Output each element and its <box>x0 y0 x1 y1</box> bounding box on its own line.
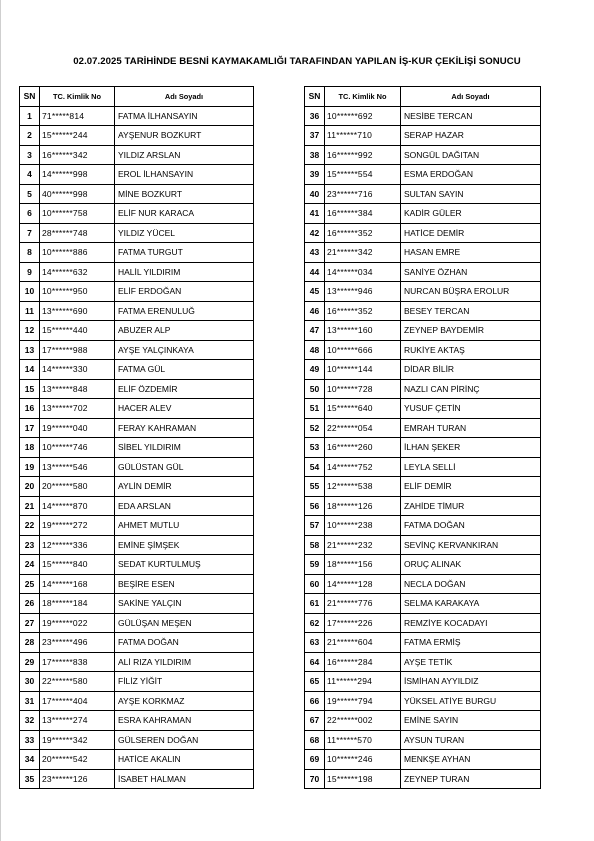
table-row <box>305 711 541 731</box>
name-cell: FATMA ERENULUĞ <box>115 301 254 321</box>
name-cell: ABUZER ALP <box>115 321 254 341</box>
table-row <box>20 457 254 477</box>
sn-cell: 19 <box>20 457 40 477</box>
name-cell: YILDIZ YÜCEL <box>115 223 254 243</box>
tc-number-cell: 19******040 <box>40 418 115 438</box>
tc-number-cell: 17******838 <box>40 652 115 672</box>
name-cell: EMİNE ŞİMŞEK <box>115 535 254 555</box>
results-table-right <box>304 86 541 789</box>
table-row <box>20 730 254 750</box>
table-row <box>20 633 254 653</box>
sn-cell: 14 <box>20 360 40 380</box>
table-row <box>305 574 541 594</box>
table-row <box>305 340 541 360</box>
sn-cell: 2 <box>20 126 40 146</box>
name-cell: FERAY KAHRAMAN <box>115 418 254 438</box>
table-row <box>305 126 541 146</box>
sn-cell: 69 <box>305 750 325 770</box>
sn-cell: 12 <box>20 321 40 341</box>
name-cell: İSMİHAN AYYILDIZ <box>401 672 541 692</box>
tc-number-cell: 10******238 <box>325 516 401 536</box>
name-cell: AYŞENUR BOZKURT <box>115 126 254 146</box>
sn-cell: 54 <box>305 457 325 477</box>
name-cell: NESİBE TERCAN <box>401 106 541 126</box>
name-cell: LEYLA SELLİ <box>401 457 541 477</box>
sn-cell: 49 <box>305 360 325 380</box>
name-cell: SELMA KARAKAYA <box>401 594 541 614</box>
sn-cell: 62 <box>305 613 325 633</box>
name-cell: GÜLÜSTAN GÜL <box>115 457 254 477</box>
sn-cell: 20 <box>20 477 40 497</box>
table-row <box>305 321 541 341</box>
tc-number-cell: 14******168 <box>40 574 115 594</box>
tc-number-cell: 14******034 <box>325 262 401 282</box>
sn-cell: 16 <box>20 399 40 419</box>
sn-cell: 8 <box>20 243 40 263</box>
tc-number-cell: 40******998 <box>40 184 115 204</box>
tc-number-cell: 22******054 <box>325 418 401 438</box>
sn-cell: 34 <box>20 750 40 770</box>
table-row <box>20 262 254 282</box>
name-cell: NAZLI CAN PİRİNÇ <box>401 379 541 399</box>
tc-number-cell: 10******950 <box>40 282 115 302</box>
name-cell: ZEYNEP BAYDEMİR <box>401 321 541 341</box>
name-cell: HATİCE DEMİR <box>401 223 541 243</box>
table-row <box>20 204 254 224</box>
table-row <box>305 204 541 224</box>
sn-cell: 23 <box>20 535 40 555</box>
name-cell: EROL İLHANSAYIN <box>115 165 254 185</box>
tc-number-cell: 23******496 <box>40 633 115 653</box>
sn-cell: 5 <box>20 184 40 204</box>
name-cell: SONGÜL DAĞITAN <box>401 145 541 165</box>
tc-number-cell: 14******632 <box>40 262 115 282</box>
tc-number-cell: 21******604 <box>325 633 401 653</box>
name-cell: ELİF NUR KARACA <box>115 204 254 224</box>
table-row <box>20 126 254 146</box>
table-row <box>305 613 541 633</box>
table-row <box>20 184 254 204</box>
table-row <box>305 633 541 653</box>
sn-cell: 33 <box>20 730 40 750</box>
tc-number-cell: 15******440 <box>40 321 115 341</box>
table-row <box>305 691 541 711</box>
name-cell: NURCAN BÜŞRA EROLUR <box>401 282 541 302</box>
name-cell: ESRA KAHRAMAN <box>115 711 254 731</box>
sn-cell: 38 <box>305 145 325 165</box>
sn-cell: 65 <box>305 672 325 692</box>
sn-cell: 57 <box>305 516 325 536</box>
tc-number-cell: 10******746 <box>40 438 115 458</box>
sn-cell: 28 <box>20 633 40 653</box>
sn-cell: 45 <box>305 282 325 302</box>
sn-cell: 44 <box>305 262 325 282</box>
tc-number-cell: 23******126 <box>40 769 115 789</box>
tc-number-cell: 15******198 <box>325 769 401 789</box>
name-cell: BESEY TERCAN <box>401 301 541 321</box>
header-name: Adı Soyadı <box>115 87 254 107</box>
name-cell: MİNE BOZKURT <box>115 184 254 204</box>
name-cell: FATMA İLHANSAYIN <box>115 106 254 126</box>
tc-number-cell: 22******580 <box>40 672 115 692</box>
name-cell: HATİCE AKALIN <box>115 750 254 770</box>
name-cell: AHMET MUTLU <box>115 516 254 536</box>
tc-number-cell: 17******988 <box>40 340 115 360</box>
tc-number-cell: 19******022 <box>40 613 115 633</box>
name-cell: AYŞE TETİK <box>401 652 541 672</box>
table-row <box>20 769 254 789</box>
sn-cell: 24 <box>20 555 40 575</box>
sn-cell: 29 <box>20 652 40 672</box>
table-row <box>305 282 541 302</box>
table-row <box>305 243 541 263</box>
table-row <box>305 399 541 419</box>
name-cell: SAKİNE YALÇIN <box>115 594 254 614</box>
table-row <box>305 106 541 126</box>
sn-cell: 63 <box>305 633 325 653</box>
table-row <box>20 691 254 711</box>
name-cell: KADİR GÜLER <box>401 204 541 224</box>
header-sn: SN <box>20 87 40 107</box>
sn-cell: 26 <box>20 594 40 614</box>
table-row <box>20 399 254 419</box>
sn-cell: 18 <box>20 438 40 458</box>
tc-number-cell: 13******274 <box>40 711 115 731</box>
name-cell: ORUÇ ALINAK <box>401 555 541 575</box>
name-cell: DİDAR BİLİR <box>401 360 541 380</box>
tc-number-cell: 12******538 <box>325 477 401 497</box>
name-cell: FİLİZ YİĞİT <box>115 672 254 692</box>
table-row <box>305 457 541 477</box>
table-row <box>305 379 541 399</box>
name-cell: GÜLÜŞAN MEŞEN <box>115 613 254 633</box>
sn-cell: 35 <box>20 769 40 789</box>
name-cell: ELİF ÖZDEMİR <box>115 379 254 399</box>
name-cell: FATMA DOĞAN <box>115 633 254 653</box>
page-edge <box>0 0 1 841</box>
tc-number-cell: 19******272 <box>40 516 115 536</box>
tc-number-cell: 13******690 <box>40 301 115 321</box>
name-cell: ZEYNEP TURAN <box>401 769 541 789</box>
table-row <box>20 438 254 458</box>
table-row <box>20 418 254 438</box>
sn-cell: 11 <box>20 301 40 321</box>
sn-cell: 40 <box>305 184 325 204</box>
table-row <box>20 282 254 302</box>
results-table-left <box>19 86 254 789</box>
table-row <box>20 516 254 536</box>
table-row <box>20 360 254 380</box>
sn-cell: 59 <box>305 555 325 575</box>
tc-number-cell: 23******716 <box>325 184 401 204</box>
table-row <box>305 438 541 458</box>
sn-cell: 46 <box>305 301 325 321</box>
table-row <box>305 360 541 380</box>
tc-number-cell: 11******294 <box>325 672 401 692</box>
table-header-row <box>305 87 541 107</box>
table-row <box>20 321 254 341</box>
sn-cell: 51 <box>305 399 325 419</box>
table-row <box>20 711 254 731</box>
sn-cell: 53 <box>305 438 325 458</box>
tc-number-cell: 10******666 <box>325 340 401 360</box>
table-row <box>20 594 254 614</box>
sn-cell: 15 <box>20 379 40 399</box>
sn-cell: 43 <box>305 243 325 263</box>
table-row <box>305 145 541 165</box>
name-cell: SİBEL YILDIRIM <box>115 438 254 458</box>
sn-cell: 55 <box>305 477 325 497</box>
sn-cell: 60 <box>305 574 325 594</box>
tc-number-cell: 15******554 <box>325 165 401 185</box>
table-row <box>305 594 541 614</box>
sn-cell: 36 <box>305 106 325 126</box>
sn-cell: 61 <box>305 594 325 614</box>
sn-cell: 21 <box>20 496 40 516</box>
sn-cell: 7 <box>20 223 40 243</box>
table-row <box>20 106 254 126</box>
tc-number-cell: 19******794 <box>325 691 401 711</box>
tc-number-cell: 10******246 <box>325 750 401 770</box>
name-cell: ESMA ERDOĞAN <box>401 165 541 185</box>
tc-number-cell: 13******848 <box>40 379 115 399</box>
tc-number-cell: 15******840 <box>40 555 115 575</box>
tc-number-cell: 18******184 <box>40 594 115 614</box>
table-row <box>20 340 254 360</box>
tc-number-cell: 14******330 <box>40 360 115 380</box>
table-row <box>20 574 254 594</box>
sn-cell: 30 <box>20 672 40 692</box>
name-cell: EDA ARSLAN <box>115 496 254 516</box>
name-cell: YUSUF ÇETİN <box>401 399 541 419</box>
tc-number-cell: 13******702 <box>40 399 115 419</box>
table-row <box>20 379 254 399</box>
sn-cell: 37 <box>305 126 325 146</box>
table-row <box>305 223 541 243</box>
tc-number-cell: 20******542 <box>40 750 115 770</box>
tc-number-cell: 16******284 <box>325 652 401 672</box>
name-cell: AYSUN TURAN <box>401 730 541 750</box>
table-row <box>20 555 254 575</box>
tc-number-cell: 21******776 <box>325 594 401 614</box>
sn-cell: 48 <box>305 340 325 360</box>
tc-number-cell: 17******404 <box>40 691 115 711</box>
tc-number-cell: 19******342 <box>40 730 115 750</box>
table-row <box>305 477 541 497</box>
sn-cell: 68 <box>305 730 325 750</box>
table-row <box>20 672 254 692</box>
table-row <box>305 165 541 185</box>
name-cell: HALİL YILDIRIM <box>115 262 254 282</box>
table-row <box>305 750 541 770</box>
table-header-row <box>20 87 254 107</box>
table-row <box>305 555 541 575</box>
table-row <box>20 223 254 243</box>
table-row <box>20 750 254 770</box>
tc-number-cell: 16******352 <box>325 301 401 321</box>
header-sn: SN <box>305 87 325 107</box>
sn-cell: 41 <box>305 204 325 224</box>
sn-cell: 58 <box>305 535 325 555</box>
tc-number-cell: 22******002 <box>325 711 401 731</box>
table-row <box>305 262 541 282</box>
table-row <box>305 769 541 789</box>
sn-cell: 6 <box>20 204 40 224</box>
sn-cell: 10 <box>20 282 40 302</box>
tc-number-cell: 14******870 <box>40 496 115 516</box>
name-cell: FATMA DOĞAN <box>401 516 541 536</box>
name-cell: SULTAN SAYIN <box>401 184 541 204</box>
name-cell: NECLA DOĞAN <box>401 574 541 594</box>
sn-cell: 56 <box>305 496 325 516</box>
tc-number-cell: 20******580 <box>40 477 115 497</box>
sn-cell: 17 <box>20 418 40 438</box>
table-row <box>305 516 541 536</box>
tc-number-cell: 16******352 <box>325 223 401 243</box>
sn-cell: 67 <box>305 711 325 731</box>
name-cell: AYLİN DEMİR <box>115 477 254 497</box>
name-cell: BEŞİRE ESEN <box>115 574 254 594</box>
name-cell: İLHAN ŞEKER <box>401 438 541 458</box>
sn-cell: 39 <box>305 165 325 185</box>
name-cell: SEDAT KURTULMUŞ <box>115 555 254 575</box>
table-row <box>20 613 254 633</box>
header-tc: TC. Kimlik No <box>325 87 401 107</box>
tc-number-cell: 28******748 <box>40 223 115 243</box>
tc-number-cell: 18******156 <box>325 555 401 575</box>
tc-number-cell: 16******384 <box>325 204 401 224</box>
tc-number-cell: 10******692 <box>325 106 401 126</box>
tc-number-cell: 14******752 <box>325 457 401 477</box>
sn-cell: 64 <box>305 652 325 672</box>
table-row <box>305 301 541 321</box>
sn-cell: 47 <box>305 321 325 341</box>
tc-number-cell: 11******710 <box>325 126 401 146</box>
name-cell: FATMA TURGUT <box>115 243 254 263</box>
tc-number-cell: 15******640 <box>325 399 401 419</box>
name-cell: İSABET HALMAN <box>115 769 254 789</box>
name-cell: YILDIZ ARSLAN <box>115 145 254 165</box>
header-name: Adı Soyadı <box>401 87 541 107</box>
tc-number-cell: 13******546 <box>40 457 115 477</box>
sn-cell: 1 <box>20 106 40 126</box>
tc-number-cell: 21******232 <box>325 535 401 555</box>
table-row <box>305 496 541 516</box>
page-title: 02.07.2025 TARİHİNDE BESNİ KAYMAKAMLIĞI TARAFINDAN YAPILAN İŞ-KUR ÇEKİLİŞİ SONUCU <box>73 56 521 67</box>
sn-cell: 32 <box>20 711 40 731</box>
name-cell: SERAP HAZAR <box>401 126 541 146</box>
name-cell: MENKŞE AYHAN <box>401 750 541 770</box>
tc-number-cell: 10******886 <box>40 243 115 263</box>
table-row <box>305 672 541 692</box>
sn-cell: 9 <box>20 262 40 282</box>
table-row <box>20 477 254 497</box>
name-cell: EMRAH TURAN <box>401 418 541 438</box>
sn-cell: 31 <box>20 691 40 711</box>
sn-cell: 52 <box>305 418 325 438</box>
sn-cell: 22 <box>20 516 40 536</box>
sn-cell: 25 <box>20 574 40 594</box>
tc-number-cell: 10******728 <box>325 379 401 399</box>
table-row <box>20 496 254 516</box>
sn-cell: 13 <box>20 340 40 360</box>
tc-number-cell: 14******998 <box>40 165 115 185</box>
name-cell: AYŞE YALÇINKAYA <box>115 340 254 360</box>
table-row <box>20 243 254 263</box>
sn-cell: 70 <box>305 769 325 789</box>
name-cell: RUKİYE AKTAŞ <box>401 340 541 360</box>
sn-cell: 50 <box>305 379 325 399</box>
name-cell: EMİNE SAYIN <box>401 711 541 731</box>
tc-number-cell: 13******160 <box>325 321 401 341</box>
table-row <box>20 535 254 555</box>
sn-cell: 42 <box>305 223 325 243</box>
tc-number-cell: 71*****814 <box>40 106 115 126</box>
name-cell: ELİF ERDOĞAN <box>115 282 254 302</box>
tc-number-cell: 16******992 <box>325 145 401 165</box>
tc-number-cell: 14******128 <box>325 574 401 594</box>
sn-cell: 4 <box>20 165 40 185</box>
table-row <box>305 184 541 204</box>
tc-number-cell: 12******336 <box>40 535 115 555</box>
table-row <box>305 535 541 555</box>
table-row <box>20 145 254 165</box>
sn-cell: 66 <box>305 691 325 711</box>
tc-number-cell: 21******342 <box>325 243 401 263</box>
tc-number-cell: 16******342 <box>40 145 115 165</box>
sn-cell: 27 <box>20 613 40 633</box>
name-cell: GÜLSEREN DOĞAN <box>115 730 254 750</box>
name-cell: AYŞE KORKMAZ <box>115 691 254 711</box>
table-row <box>20 652 254 672</box>
tc-number-cell: 18******126 <box>325 496 401 516</box>
name-cell: HACER ALEV <box>115 399 254 419</box>
table-row <box>20 165 254 185</box>
table-row <box>305 730 541 750</box>
table-row <box>20 301 254 321</box>
tc-number-cell: 16******260 <box>325 438 401 458</box>
name-cell: ALİ RIZA YILDIRIM <box>115 652 254 672</box>
name-cell: FATMA GÜL <box>115 360 254 380</box>
tc-number-cell: 10******758 <box>40 204 115 224</box>
name-cell: SEVİNÇ KERVANKIRAN <box>401 535 541 555</box>
name-cell: FATMA ERMİŞ <box>401 633 541 653</box>
name-cell: YÜKSEL ATİYE BURGU <box>401 691 541 711</box>
table-row <box>305 418 541 438</box>
tc-number-cell: 15******244 <box>40 126 115 146</box>
table-row <box>305 652 541 672</box>
tc-number-cell: 11******570 <box>325 730 401 750</box>
name-cell: SANİYE ÖZHAN <box>401 262 541 282</box>
tc-number-cell: 10******144 <box>325 360 401 380</box>
name-cell: REMZİYE KOCADAYI <box>401 613 541 633</box>
name-cell: ZAHİDE TİMUR <box>401 496 541 516</box>
name-cell: ELİF DEMİR <box>401 477 541 497</box>
name-cell: HASAN EMRE <box>401 243 541 263</box>
sn-cell: 3 <box>20 145 40 165</box>
header-tc: TC. Kimlik No <box>40 87 115 107</box>
tc-number-cell: 13******946 <box>325 282 401 302</box>
tc-number-cell: 17******226 <box>325 613 401 633</box>
